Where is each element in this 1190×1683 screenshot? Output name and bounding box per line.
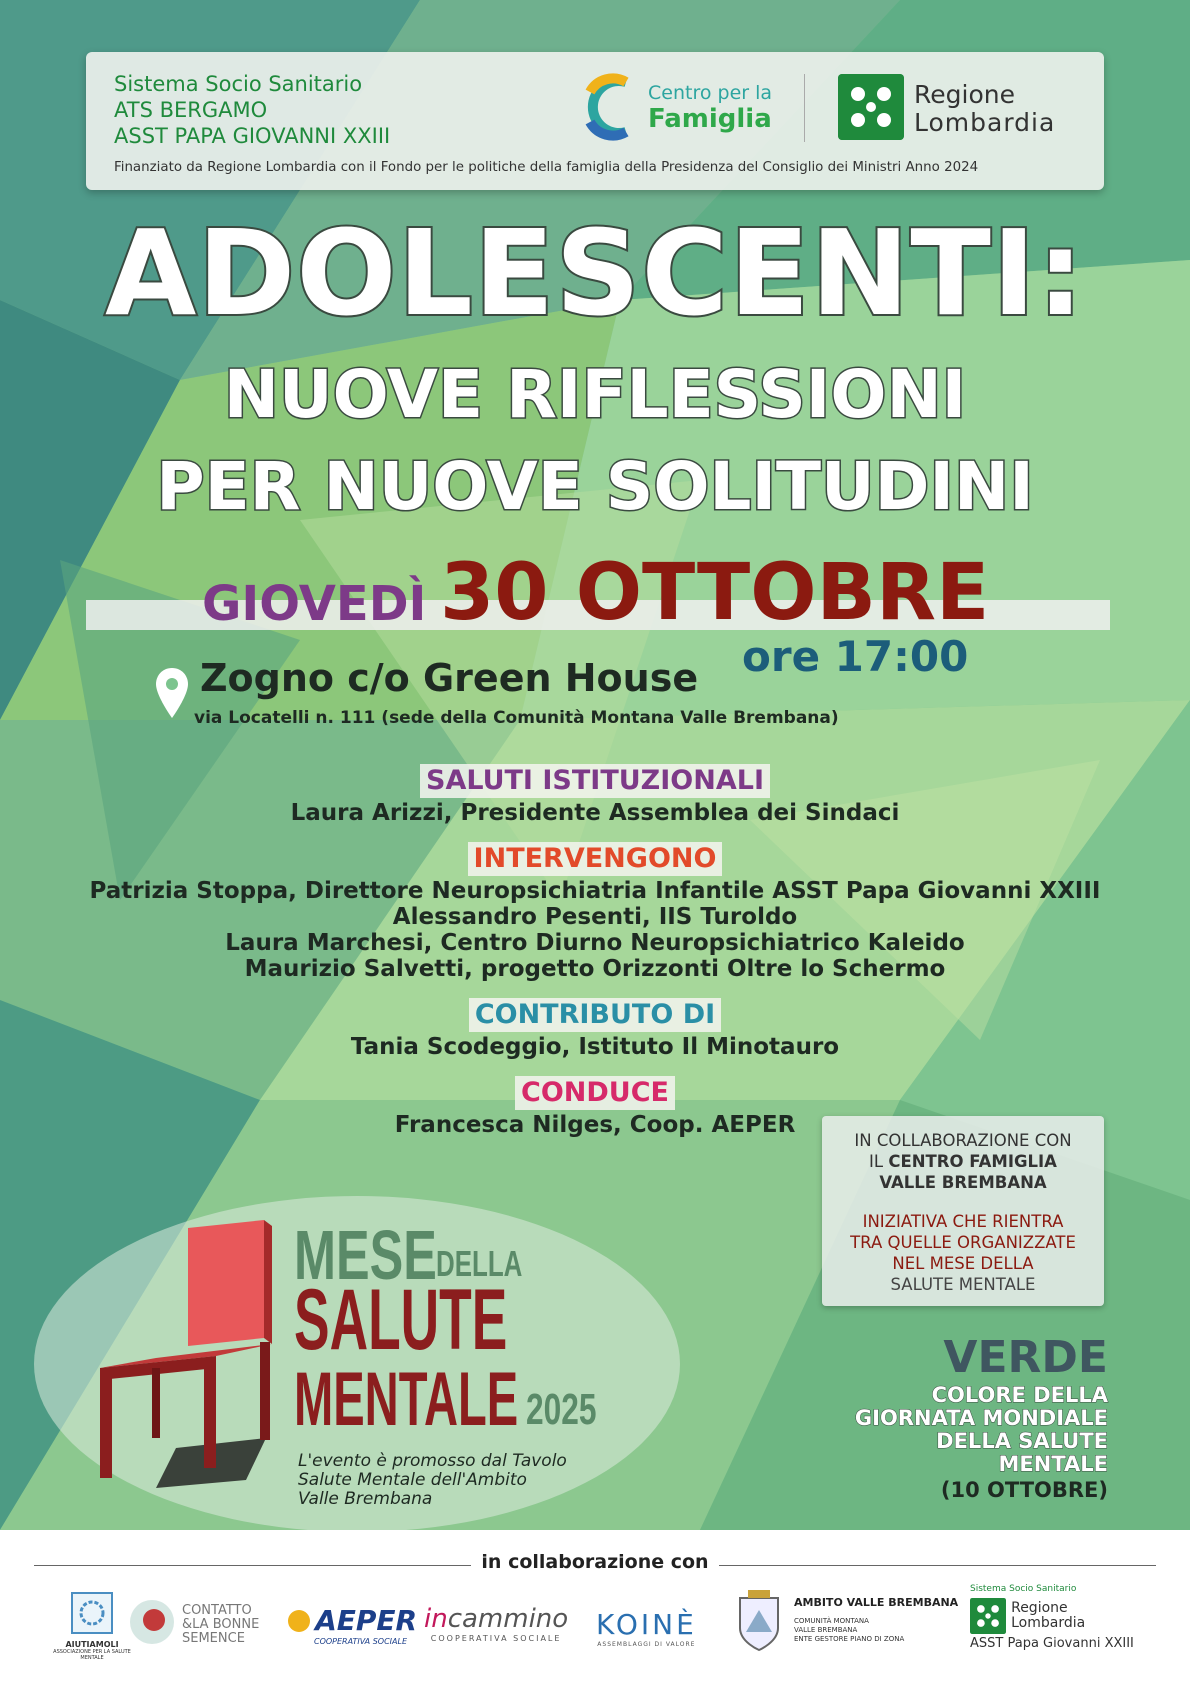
- red-chair-icon: [96, 1218, 276, 1488]
- verde-line-3: DELLA SALUTE: [936, 1429, 1108, 1453]
- header-ats: ATS BERGAMO: [114, 98, 268, 122]
- footer-regione-logo: [970, 1584, 1134, 1651]
- footer-collab-title: [0, 1551, 1190, 1573]
- contatto-text: [182, 1604, 259, 1646]
- salute-word: SALUTE: [294, 1272, 508, 1368]
- footer-rl1: Regione: [1011, 1600, 1068, 1616]
- event-time: ore 17:00: [742, 632, 969, 681]
- funding-note: Finanziato da Regione Lombardia con il Fondo per le politiche della famiglia della Presidenza del Consiglio dei Ministri Anno 2024: [114, 160, 979, 175]
- regione-lombardia-logo-icon: [838, 74, 904, 140]
- ambito-sub-3: ENTE GESTORE PIANO DI ZONA: [794, 1635, 905, 1643]
- collab-line-1: IN COLLABORAZIONE CON: [854, 1131, 1072, 1150]
- ambito-sub-1: COMUNITÀ MONTANA: [794, 1617, 869, 1625]
- collab-line-2b: CENTRO FAMIGLIA: [888, 1152, 1057, 1171]
- subtitle-2: PER NUOVE SOLITUDINI: [156, 448, 1034, 525]
- aiutiamoli-sub: ASSOCIAZIONE PER LA SALUTE MENTALE: [53, 1649, 131, 1661]
- collab-line-2a: IL: [869, 1152, 889, 1171]
- della-word: DELLA: [436, 1243, 523, 1284]
- ambito-text: [794, 1596, 958, 1644]
- famiglia-label: Famiglia: [648, 104, 772, 134]
- regione-label: Regione: [914, 80, 1015, 109]
- mentale-word: MENTALE: [294, 1357, 519, 1442]
- collab-line-7: SALUTE MENTALE: [890, 1275, 1036, 1294]
- footer-rl-text: [1011, 1601, 1085, 1631]
- collab-line-5: TRA QUELLE ORGANIZZATE: [850, 1233, 1076, 1252]
- aiutiamoli-logo: [42, 1590, 142, 1661]
- main-title: ADOLESCENTI:: [105, 204, 1085, 342]
- aiutiamoli-name: AIUTIAMOLI: [65, 1640, 119, 1649]
- contatto-line-3: SEMENCE: [182, 1631, 245, 1646]
- intervengono-line-1: Patrizia Stoppa, Direttore Neuropsichiatria Infantile ASST Papa Giovanni XXIII: [89, 878, 1101, 904]
- footer-collab-text: in collaborazione con: [471, 1551, 718, 1573]
- koine-sub: ASSEMBLAGGI DI VALORE: [597, 1641, 696, 1648]
- mese-year: 2025: [526, 1385, 597, 1434]
- koine-name: KOINÈ: [596, 1608, 697, 1641]
- promo-line-3: Valle Brembana: [298, 1489, 433, 1509]
- contatto-logo: [128, 1598, 176, 1650]
- collab-line-6: NEL MESE DELLA: [892, 1254, 1034, 1273]
- incammino-name-wrap: incammino: [424, 1604, 569, 1634]
- aiutiamoli-icon: [69, 1590, 115, 1636]
- intervengono-line-2: Alessandro Pesenti, IIS Turoldo: [392, 904, 798, 930]
- event-location: Zogno c/o Green House: [200, 656, 699, 700]
- event-date: 30 OTTOBRE: [440, 548, 990, 638]
- event-address: via Locatelli n. 111 (sede della Comunità Montana Valle Brembana): [194, 708, 839, 728]
- saluti-label: SALUTI ISTITUZIONALI: [420, 764, 770, 798]
- footer-sss: Sistema Socio Sanitario: [970, 1584, 1077, 1594]
- saluti-line: Laura Arizzi, Presidente Assemblea dei Sindaci: [290, 800, 900, 826]
- intervengono-section: [0, 842, 1190, 876]
- verde-line-2: GIORNATA MONDIALE: [854, 1406, 1108, 1430]
- ambito-sub-wrap: [794, 1617, 958, 1644]
- header-divider: [804, 74, 805, 142]
- aeper-icon: [288, 1610, 310, 1632]
- contatto-icon: [128, 1598, 176, 1646]
- footer-rl-row: [970, 1598, 1134, 1634]
- intervengono-line-4: Maurizio Salvetti, progetto Orizzonti Oltre lo Schermo: [244, 956, 946, 982]
- contributo-label: CONTRIBUTO DI: [469, 998, 721, 1032]
- collab-line-3: VALLE BREMBANA: [879, 1173, 1047, 1192]
- header-sistema: Sistema Socio Sanitario: [114, 72, 363, 96]
- comunita-montana-crest-icon: [734, 1588, 784, 1654]
- verde-line-4: MENTALE: [998, 1452, 1108, 1476]
- contributo-line: Tania Scodeggio, Istituto Il Minotauro: [350, 1034, 840, 1060]
- ambito-title: AMBITO VALLE BREMBANA: [794, 1596, 959, 1609]
- promo-line-2: Salute Mentale dell'Ambito: [298, 1470, 527, 1490]
- promo-line-1: L'evento è promosso dal Tavolo: [298, 1451, 567, 1471]
- location-pin-icon: [154, 666, 190, 720]
- footer-regione-icon: [970, 1598, 1006, 1634]
- centro-label: Centro per la: [648, 82, 773, 104]
- header-asst: ASST PAPA GIOVANNI XXIII: [114, 124, 391, 148]
- verde-date: (10 OTTOBRE): [940, 1478, 1108, 1502]
- saluti-section: [0, 764, 1190, 798]
- intervengono-label: INTERVENGONO: [468, 842, 723, 876]
- footer-asst: ASST Papa Giovanni XXIII: [970, 1636, 1134, 1651]
- conduce-line: Francesca Nilges, Coop. AEPER: [394, 1112, 796, 1138]
- header-box: [86, 52, 1104, 190]
- collab-line-4: INIZIATIVA CHE RIENTRA: [862, 1212, 1064, 1231]
- koine-logo: [596, 1608, 697, 1648]
- aeper-logo: [288, 1604, 417, 1646]
- aeper-name: AEPER: [315, 1604, 418, 1637]
- verde-title: VERDE: [943, 1332, 1108, 1383]
- event-day: GIOVEDÌ: [202, 576, 427, 632]
- ambito-sub-2: VALLE BREMBANA: [794, 1626, 858, 1634]
- contributo-section: [0, 998, 1190, 1032]
- verde-line-1: COLORE DELLA: [931, 1383, 1108, 1407]
- mese-word: MESE: [294, 1216, 437, 1294]
- subtitle-1: NUOVE RIFLESSIONI: [223, 356, 967, 433]
- aeper-sub: COOPERATIVA SOCIALE: [314, 1637, 408, 1646]
- conduce-section: [0, 1076, 1190, 1110]
- verde-text: [855, 1384, 1108, 1476]
- lombardia-label: Lombardia: [914, 108, 1056, 137]
- intervengono-line-3: Laura Marchesi, Centro Diurno Neuropsichiatrico Kaleido: [225, 930, 965, 956]
- footer-rl2: Lombardia: [1011, 1615, 1086, 1631]
- centro-famiglia-logo-icon: [578, 68, 640, 146]
- incammino-sub: COOPERATIVA SOCIALE: [430, 1634, 562, 1643]
- contatto-line-1: CONTATTO: [182, 1603, 252, 1618]
- collaboration-box: [822, 1116, 1104, 1306]
- incammino-logo: [424, 1604, 568, 1643]
- contatto-line-2: &LA BONNE: [182, 1617, 260, 1632]
- conduce-label: CONDUCE: [515, 1076, 675, 1110]
- collab-line-2: [822, 1151, 1104, 1172]
- promo-text: [298, 1452, 567, 1509]
